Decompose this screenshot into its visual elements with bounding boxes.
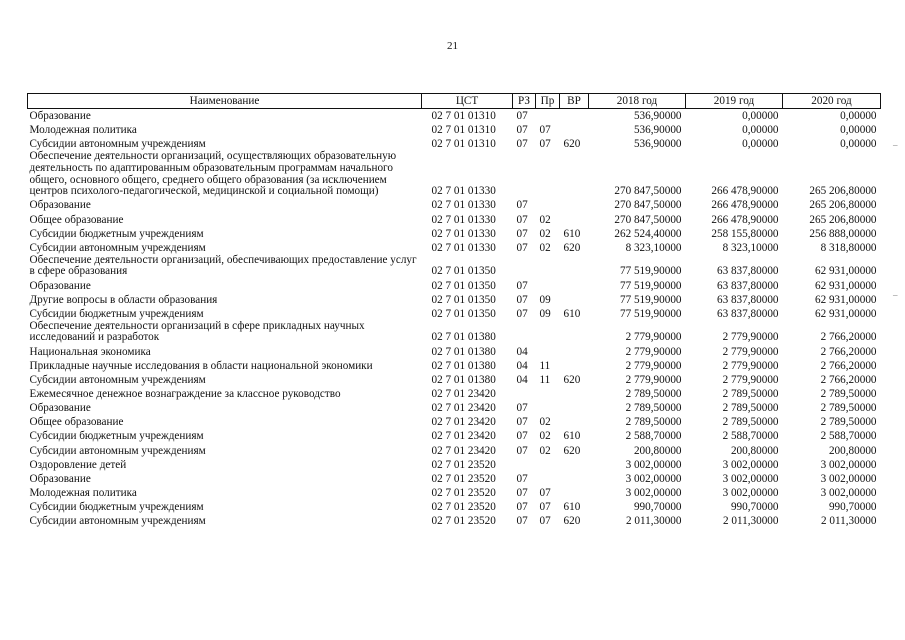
cell-name: Субсидии бюджетным учреждениям	[29, 227, 204, 240]
cell-2020: 62 931,00000	[814, 265, 877, 278]
cell-name: Общее образование	[29, 213, 124, 226]
cell-vr: 620	[563, 241, 581, 254]
cell-2018: 262 524,40000	[614, 227, 682, 240]
cell-2018: 2 588,70000	[625, 430, 682, 443]
cell-name: Субсидии автономным учреждениям	[29, 373, 206, 386]
cell-name: Оздоровление детей	[29, 458, 127, 471]
table-row	[28, 472, 881, 486]
cell-name: Молодежная политика	[29, 123, 137, 136]
cell-name: Субсидии автономным учреждениям	[29, 444, 206, 457]
cell-2020: 62 931,00000	[814, 307, 877, 320]
cell-2020: 2 766,20000	[820, 345, 877, 358]
table-row	[28, 307, 881, 321]
cell-vr	[560, 198, 589, 212]
cell-2018: 270 847,50000	[614, 185, 682, 198]
table-row	[28, 457, 881, 471]
cell-2020: 62 931,00000	[814, 279, 877, 292]
cell-cst: 02 7 01 01380	[431, 345, 496, 358]
cell-2020: 2 766,20000	[820, 373, 877, 386]
cell-vr	[560, 387, 589, 401]
cell-2020: 2 789,50000	[820, 402, 877, 415]
cell-cst: 02 7 01 01310	[431, 123, 496, 136]
cell-pr: 07	[539, 123, 551, 136]
cell-pr	[536, 472, 560, 486]
cell-2020: 0,00000	[840, 109, 877, 122]
cell-2020: 200,80000	[828, 444, 877, 457]
cell-2019: 2 779,90000	[722, 331, 779, 344]
cell-rz	[513, 321, 536, 345]
cell-2018: 536,90000	[633, 123, 682, 136]
table-row	[28, 514, 881, 528]
cell-vr	[560, 292, 589, 306]
cell-rz: 07	[516, 293, 528, 306]
table-row	[28, 321, 881, 345]
cell-vr	[560, 278, 589, 292]
cell-name: Субсидии автономным учреждениям	[29, 138, 206, 151]
cell-cst: 02 7 01 23420	[431, 444, 496, 457]
table-row	[28, 255, 881, 279]
cell-2020: 2 789,50000	[820, 388, 877, 401]
cell-pr	[536, 278, 560, 292]
cell-vr	[560, 212, 589, 226]
cell-pr: 11	[539, 373, 551, 386]
cell-name: Образование	[29, 472, 91, 485]
cell-2018: 2 789,50000	[625, 388, 682, 401]
table-row	[28, 198, 881, 212]
table-row	[28, 429, 881, 443]
header-2018: 2018 год	[589, 94, 686, 109]
cell-2020: 62 931,00000	[814, 293, 877, 306]
cell-2019: 2 789,50000	[722, 416, 779, 429]
cell-vr: 610	[563, 430, 581, 443]
cell-name: Субсидии автономным учреждениям	[29, 515, 206, 528]
table-row	[28, 373, 881, 387]
cell-vr	[560, 344, 589, 358]
header-2020: 2020 год	[783, 94, 881, 109]
cell-cst: 02 7 01 01330	[431, 199, 496, 212]
cell-vr: 620	[563, 515, 581, 528]
cell-pr: 02	[539, 213, 551, 226]
table-row	[28, 241, 881, 255]
cell-2018: 2 779,90000	[625, 359, 682, 372]
cell-vr	[560, 123, 589, 137]
cell-2020: 265 206,80000	[809, 199, 877, 212]
cell-vr	[560, 457, 589, 471]
cell-pr: 02	[539, 430, 551, 443]
cell-rz	[513, 151, 536, 198]
cell-vr: 610	[563, 227, 581, 240]
cell-vr	[560, 109, 589, 123]
cell-2019: 63 837,80000	[716, 279, 779, 292]
header-pr: Пр	[536, 94, 560, 109]
cell-rz: 07	[516, 402, 528, 415]
table-body	[28, 109, 881, 529]
cell-2020: 8 318,80000	[820, 241, 877, 254]
cell-name: Обеспечение деятельности организаций, осуществляющих образовательную деятельность по адаптированным образовательным программам начального общего, основного общего, среднего общего образования (за исключением центров психолого-педагогической, медицинской и социальной помощи)	[29, 149, 397, 198]
cell-name: Образование	[29, 109, 91, 122]
cell-2019: 2 789,50000	[722, 388, 779, 401]
cell-vr: 620	[563, 444, 581, 457]
cell-2018: 2 779,90000	[625, 373, 682, 386]
cell-2018: 3 002,00000	[625, 487, 682, 500]
cell-2019: 3 002,00000	[722, 487, 779, 500]
cell-2020: 2 011,30000	[820, 515, 877, 528]
cell-2019: 2 779,90000	[722, 345, 779, 358]
cell-cst: 02 7 01 01330	[431, 241, 496, 254]
cell-rz: 07	[516, 109, 528, 122]
cell-rz: 07	[516, 199, 528, 212]
cell-vr	[560, 486, 589, 500]
cell-pr	[536, 321, 560, 345]
cell-pr	[536, 457, 560, 471]
table-row	[28, 212, 881, 226]
cell-2019: 63 837,80000	[716, 265, 779, 278]
cell-vr	[560, 358, 589, 372]
cell-2020: 0,00000	[840, 123, 877, 136]
cell-rz: 04	[516, 373, 528, 386]
cell-cst: 02 7 01 01380	[431, 359, 496, 372]
cell-name: Субсидии бюджетным учреждениям	[29, 430, 204, 443]
cell-cst: 02 7 01 23420	[431, 416, 496, 429]
table-row	[28, 486, 881, 500]
cell-rz: 07	[516, 213, 528, 226]
cell-cst: 02 7 01 23420	[431, 430, 496, 443]
cell-2020: 3 002,00000	[820, 487, 877, 500]
cell-2019: 990,70000	[730, 501, 779, 514]
table-row	[28, 292, 881, 306]
cell-2019: 258 155,80000	[711, 227, 779, 240]
cell-cst: 02 7 01 01380	[431, 331, 496, 344]
cell-name: Прикладные научные исследования в области национальной экономики	[29, 359, 373, 372]
cell-cst: 02 7 01 01330	[431, 185, 496, 198]
cell-2019: 0,00000	[742, 109, 779, 122]
cell-2020: 265 206,80000	[809, 185, 877, 198]
budget-table	[27, 93, 881, 528]
cell-rz	[513, 457, 536, 471]
cell-name: Субсидии бюджетным учреждениям	[29, 307, 204, 320]
cell-2020: 2 766,20000	[820, 359, 877, 372]
cell-rz: 07	[516, 472, 528, 485]
cell-rz: 04	[516, 345, 528, 358]
cell-cst: 02 7 01 01350	[431, 307, 496, 320]
cell-name: Молодежная политика	[29, 487, 137, 500]
cell-name: Субсидии бюджетным учреждениям	[29, 501, 204, 514]
cell-2018: 536,90000	[633, 138, 682, 151]
cell-2019: 0,00000	[742, 123, 779, 136]
cell-2018: 8 323,10000	[625, 241, 682, 254]
cell-rz: 07	[516, 501, 528, 514]
table-row	[28, 358, 881, 372]
cell-vr	[560, 472, 589, 486]
cell-cst: 02 7 01 01350	[431, 279, 496, 292]
cell-2019: 63 837,80000	[716, 293, 779, 306]
cell-2018: 270 847,50000	[614, 199, 682, 212]
cell-2018: 200,80000	[633, 444, 682, 457]
cell-pr: 07	[539, 138, 551, 151]
cell-vr: 620	[563, 373, 581, 386]
cell-rz: 07	[516, 487, 528, 500]
cell-pr: 11	[539, 359, 551, 372]
cell-2020: 2 766,20000	[820, 331, 877, 344]
cell-2019: 63 837,80000	[716, 307, 779, 320]
margin-mark: –	[893, 140, 898, 150]
cell-cst: 02 7 01 23520	[431, 487, 496, 500]
cell-vr: 610	[563, 501, 581, 514]
cell-name: Обеспечение деятельности организаций в сфере прикладных научных исследований и разработок	[29, 319, 365, 344]
cell-2019: 2 588,70000	[722, 430, 779, 443]
cell-pr: 02	[539, 416, 551, 429]
table-row	[28, 401, 881, 415]
cell-2019: 2 779,90000	[722, 373, 779, 386]
cell-2020: 3 002,00000	[820, 472, 877, 485]
cell-vr: 620	[563, 138, 581, 151]
table-row	[28, 226, 881, 240]
cell-pr	[536, 198, 560, 212]
table-row	[28, 443, 881, 457]
cell-2020: 265 206,80000	[809, 213, 877, 226]
cell-rz: 07	[516, 515, 528, 528]
cell-2019: 200,80000	[730, 444, 779, 457]
cell-rz: 07	[516, 416, 528, 429]
cell-name: Образование	[29, 199, 91, 212]
cell-vr	[560, 415, 589, 429]
table-row	[28, 344, 881, 358]
cell-pr: 07	[539, 487, 551, 500]
cell-rz: 07	[516, 430, 528, 443]
cell-cst: 02 7 01 01310	[431, 109, 496, 122]
cell-2018: 270 847,50000	[614, 213, 682, 226]
cell-cst: 02 7 01 23420	[431, 402, 496, 415]
cell-vr	[560, 151, 589, 198]
table-row	[28, 109, 881, 123]
cell-name: Образование	[29, 279, 91, 292]
cell-vr	[560, 401, 589, 415]
header-cst: ЦСТ	[422, 94, 513, 109]
cell-rz: 07	[516, 444, 528, 457]
cell-2020: 256 888,00000	[809, 227, 877, 240]
cell-cst: 02 7 01 01350	[431, 293, 496, 306]
header-2019: 2019 год	[686, 94, 783, 109]
margin-mark: –	[893, 290, 898, 300]
cell-pr: 02	[539, 227, 551, 240]
cell-name: Субсидии автономным учреждениям	[29, 241, 206, 254]
cell-pr	[536, 109, 560, 123]
cell-name: Образование	[29, 402, 91, 415]
cell-vr: 610	[563, 307, 581, 320]
cell-rz: 07	[516, 241, 528, 254]
cell-2018: 2 779,90000	[625, 331, 682, 344]
cell-pr: 07	[539, 515, 551, 528]
cell-name: Другие вопросы в области образования	[29, 293, 218, 306]
cell-2019: 266 478,90000	[711, 213, 779, 226]
cell-pr	[536, 401, 560, 415]
cell-cst: 02 7 01 01380	[431, 373, 496, 386]
cell-pr	[536, 344, 560, 358]
cell-cst: 02 7 01 23520	[431, 472, 496, 485]
header-rz: РЗ	[513, 94, 536, 109]
cell-pr: 02	[539, 241, 551, 254]
cell-2019: 0,00000	[742, 138, 779, 151]
cell-2020: 3 002,00000	[820, 458, 877, 471]
table-row	[28, 500, 881, 514]
cell-rz	[513, 387, 536, 401]
table-row	[28, 415, 881, 429]
cell-cst: 02 7 01 01330	[431, 227, 496, 240]
cell-vr	[560, 255, 589, 279]
cell-2018: 2 011,30000	[625, 515, 682, 528]
table-row	[28, 278, 881, 292]
table-row	[28, 151, 881, 198]
cell-2018: 3 002,00000	[625, 458, 682, 471]
cell-pr: 02	[539, 444, 551, 457]
table-row	[28, 123, 881, 137]
cell-rz: 07	[516, 138, 528, 151]
table-row	[28, 137, 881, 151]
cell-cst: 02 7 01 01310	[431, 138, 496, 151]
cell-name: Общее образование	[29, 416, 124, 429]
cell-rz: 07	[516, 307, 528, 320]
cell-pr	[536, 151, 560, 198]
cell-2019: 3 002,00000	[722, 458, 779, 471]
cell-2018: 3 002,00000	[625, 472, 682, 485]
cell-cst: 02 7 01 23420	[431, 388, 496, 401]
cell-2019: 266 478,90000	[711, 199, 779, 212]
cell-cst: 02 7 01 23520	[431, 501, 496, 514]
cell-cst: 02 7 01 01350	[431, 265, 496, 278]
cell-rz: 04	[516, 359, 528, 372]
cell-2018: 77 519,90000	[619, 293, 682, 306]
cell-cst: 02 7 01 01330	[431, 213, 496, 226]
cell-pr	[536, 255, 560, 279]
cell-name: Национальная экономика	[29, 345, 151, 358]
cell-2020: 2 588,70000	[820, 430, 877, 443]
cell-rz: 07	[516, 123, 528, 136]
cell-2019: 3 002,00000	[722, 472, 779, 485]
cell-2018: 2 789,50000	[625, 416, 682, 429]
cell-cst: 02 7 01 23520	[431, 515, 496, 528]
cell-2019: 8 323,10000	[722, 241, 779, 254]
cell-2018: 77 519,90000	[619, 279, 682, 292]
cell-rz	[513, 255, 536, 279]
cell-pr: 09	[539, 307, 551, 320]
cell-rz: 07	[516, 279, 528, 292]
cell-2019: 2 789,50000	[722, 402, 779, 415]
cell-pr: 09	[539, 293, 551, 306]
cell-cst: 02 7 01 23520	[431, 458, 496, 471]
header-vr: ВР	[560, 94, 589, 109]
cell-pr	[536, 387, 560, 401]
cell-2020: 990,70000	[828, 501, 877, 514]
cell-name: Обеспечение деятельности организаций, обеспечивающих предоставление услуг в сфере образования	[29, 253, 417, 278]
header-name: Наименование	[28, 94, 422, 109]
cell-2018: 990,70000	[633, 501, 682, 514]
cell-vr	[560, 321, 589, 345]
cell-2018: 77 519,90000	[619, 307, 682, 320]
cell-2019: 266 478,90000	[711, 185, 779, 198]
cell-rz: 07	[516, 227, 528, 240]
cell-2019: 2 779,90000	[722, 359, 779, 372]
cell-2018: 2 789,50000	[625, 402, 682, 415]
cell-2019: 2 011,30000	[722, 515, 779, 528]
page-number: 21	[447, 40, 458, 52]
table-row	[28, 387, 881, 401]
table-header	[28, 94, 881, 109]
cell-2020: 2 789,50000	[820, 416, 877, 429]
cell-pr: 07	[539, 501, 551, 514]
cell-2018: 77 519,90000	[619, 265, 682, 278]
cell-2018: 536,90000	[633, 109, 682, 122]
cell-2018: 2 779,90000	[625, 345, 682, 358]
cell-name: Ежемесячное денежное вознаграждение за классное руководство	[29, 388, 341, 401]
cell-2020: 0,00000	[840, 138, 877, 151]
